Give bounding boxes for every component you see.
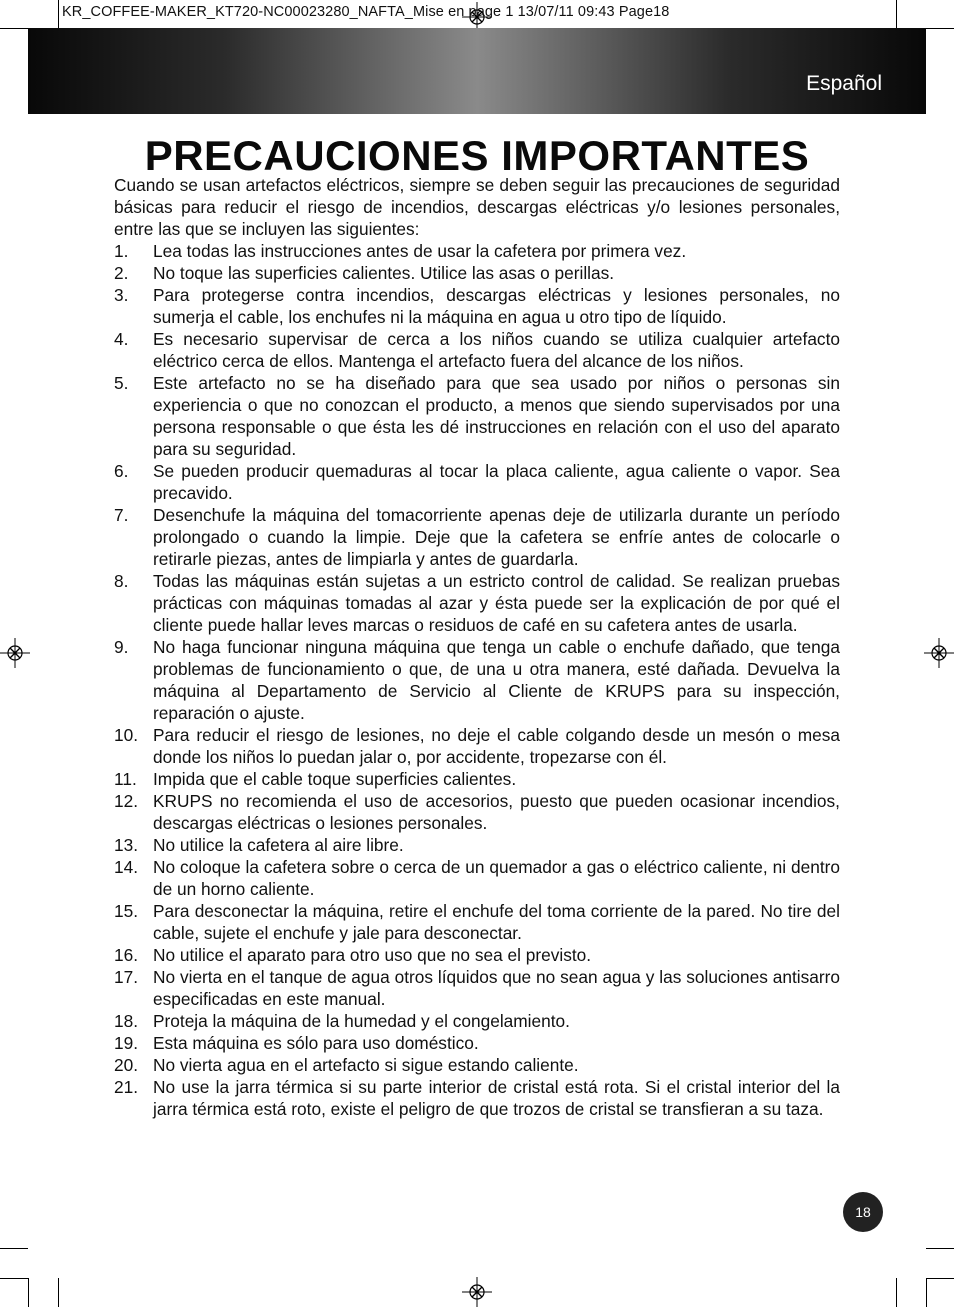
list-item xyxy=(114,768,840,790)
crop-mark-bottom-right-v2 xyxy=(926,1278,927,1307)
crop-mark-bottom-left-v xyxy=(58,1278,59,1307)
crop-mark-top-right-v xyxy=(896,0,897,28)
item-number: 8. xyxy=(114,571,129,591)
item-text: KRUPS no recomienda el uso de accesorios, puesto que pueden ocasionar incendios, descargas eléctricas o lesiones personales. xyxy=(153,791,840,833)
crop-mark-top-left-v xyxy=(58,0,59,28)
item-text: No vierta agua en el artefacto si sigue estando caliente. xyxy=(153,1055,579,1075)
crop-mark-top-right-h xyxy=(926,28,954,29)
list-item xyxy=(114,1076,840,1120)
item-text: Se pueden producir quemaduras al tocar la placa caliente, agua caliente o vapor. Sea precavido. xyxy=(153,461,840,503)
list-item xyxy=(114,790,840,834)
item-text: Lea todas las instrucciones antes de usar la cafetera por primera vez. xyxy=(153,241,687,261)
precautions-list xyxy=(114,240,840,1120)
item-text: Es necesario supervisar de cerca a los niños cuando se utiliza cualquier artefacto eléctrico cerca de ellos. Mantenga el artefacto fuera del alcance de los niños. xyxy=(153,329,840,371)
list-item xyxy=(114,570,840,636)
item-number: 19. xyxy=(114,1033,139,1053)
item-number: 14. xyxy=(114,857,139,877)
list-item xyxy=(114,966,840,1010)
document-body xyxy=(114,174,840,1120)
item-number: 20. xyxy=(114,1055,139,1075)
item-text: No haga funcionar ninguna máquina que tenga un cable o enchufe dañado, que tenga problemas de funcionamiento o que, de una u otra manera, esté dañada. Devuelva la máquina al Departamento de Servicio al Cliente de KRUPS para su inspección, reparación o ajuste. xyxy=(153,637,840,723)
list-item xyxy=(114,724,840,768)
list-item xyxy=(114,856,840,900)
list-item xyxy=(114,284,840,328)
item-text: No coloque la cafetera sobre o cerca de un quemador a gas o eléctrico caliente, ni dentro de un horno caliente. xyxy=(153,857,840,899)
list-item xyxy=(114,1032,840,1054)
item-text: Proteja la máquina de la humedad y el congelamiento. xyxy=(153,1011,570,1031)
item-text: Esta máquina es sólo para uso doméstico. xyxy=(153,1033,479,1053)
item-text: No vierta en el tanque de agua otros líquidos que no sean agua y las soluciones antisarro especificadas en este manual. xyxy=(153,967,840,1009)
item-text: Todas las máquinas están sujetas a un estricto control de calidad. Se realizan pruebas prácticas con máquinas tomadas al azar y ésta puede ser la explicación de por qué el cliente puede hallar leves marcas o residuos de café en su cafetera antes de usarla. xyxy=(153,571,840,635)
list-item xyxy=(114,944,840,966)
list-item xyxy=(114,328,840,372)
item-text: No utilice el aparato para otro uso que no sea el previsto. xyxy=(153,945,592,965)
item-number: 17. xyxy=(114,967,139,987)
item-text: Para desconectar la máquina, retire el enchufe del toma corriente de la pared. No tire del cable, sujete el enchufe y jale para desconectar. xyxy=(153,901,840,943)
item-number: 13. xyxy=(114,835,139,855)
item-number: 18. xyxy=(114,1011,139,1031)
crop-mark-bottom-right-h xyxy=(926,1248,954,1249)
item-number: 1. xyxy=(114,241,129,261)
list-item xyxy=(114,1054,840,1076)
crop-mark-bottom-left-h xyxy=(0,1248,28,1249)
list-item xyxy=(114,372,840,460)
item-number: 12. xyxy=(114,791,139,811)
item-number: 3. xyxy=(114,285,129,305)
list-item xyxy=(114,504,840,570)
page-title: PRECAUCIONES IMPORTANTES xyxy=(144,132,810,179)
item-number: 4. xyxy=(114,329,129,349)
item-text: Desenchufe la máquina del tomacorriente apenas deje de utilizarla durante un período prolongado o cuando la limpie. Deje que la cafetera se enfríe antes de colocarle o retirarle piezas, antes de limpiarla y antes de guardarla. xyxy=(153,505,840,569)
header-band xyxy=(28,28,926,114)
list-item xyxy=(114,900,840,944)
item-text: Para reducir el riesgo de lesiones, no deje el cable colgando desde un mesón o mesa donde los niños lo puedan jalar o, por accidente, tropezarse con él. xyxy=(153,725,840,767)
item-number: 11. xyxy=(114,769,137,789)
item-number: 2. xyxy=(114,263,129,283)
list-item xyxy=(114,834,840,856)
item-text: No utilice la cafetera al aire libre. xyxy=(153,835,404,855)
item-text: No use la jarra térmica si su parte interior de cristal está rota. Si el cristal interior del la jarra térmica está roto, existe el peligro de que trozos de cristal se transfieran a su taza. xyxy=(153,1077,840,1119)
item-number: 9. xyxy=(114,637,129,657)
item-text: No toque las superficies calientes. Utilice las asas o perillas. xyxy=(153,263,615,283)
intro-paragraph: Cuando se usan artefactos eléctricos, siempre se deben seguir las precauciones de seguridad básicas para reducir el riesgo de incendios, descargas eléctricas y/o lesiones personales, entre las que se incluyen las siguientes: xyxy=(114,175,840,239)
item-number: 21. xyxy=(114,1077,139,1097)
crop-mark-bottom-right-v xyxy=(896,1278,897,1307)
crop-mark-top-left-h xyxy=(0,28,28,29)
crop-mark-bottom-left-h2 xyxy=(0,1278,28,1279)
registration-mark-icon xyxy=(924,638,954,668)
item-text: Este artefacto no se ha diseñado para que sea usado por niños o personas sin experiencia o que no conozcan el producto, a menos que siendo supervisados por una persona responsable o que ésta les dé instrucciones en relación con el uso del aparato para su seguridad. xyxy=(153,373,840,459)
list-item xyxy=(114,460,840,504)
print-slug: KR_COFFEE-MAKER_KT720-NC00023280_NAFTA_Mise en page 1 13/07/11 09:43 Page18 xyxy=(62,4,670,20)
registration-mark-icon xyxy=(0,638,30,668)
list-item xyxy=(114,262,840,284)
item-number: 10. xyxy=(114,725,139,745)
list-item xyxy=(114,1010,840,1032)
list-item xyxy=(114,636,840,724)
item-number: 16. xyxy=(114,945,139,965)
item-number: 6. xyxy=(114,461,129,481)
item-text: Impida que el cable toque superficies calientes. xyxy=(153,769,517,789)
registration-mark-icon xyxy=(462,1277,492,1307)
language-label: Español xyxy=(806,72,882,95)
crop-mark-bottom-left-v2 xyxy=(28,1278,29,1307)
item-text: Para protegerse contra incendios, descargas eléctricas y lesiones personales, no sumerja el cable, los enchufes ni la máquina en agua u otro tipo de líquido. xyxy=(153,285,840,327)
crop-mark-bottom-right-h2 xyxy=(926,1278,954,1279)
item-number: 15. xyxy=(114,901,139,921)
item-number: 7. xyxy=(114,505,129,525)
item-number: 5. xyxy=(114,373,129,393)
page-number-badge: 18 xyxy=(843,1192,883,1232)
list-item xyxy=(114,240,840,262)
